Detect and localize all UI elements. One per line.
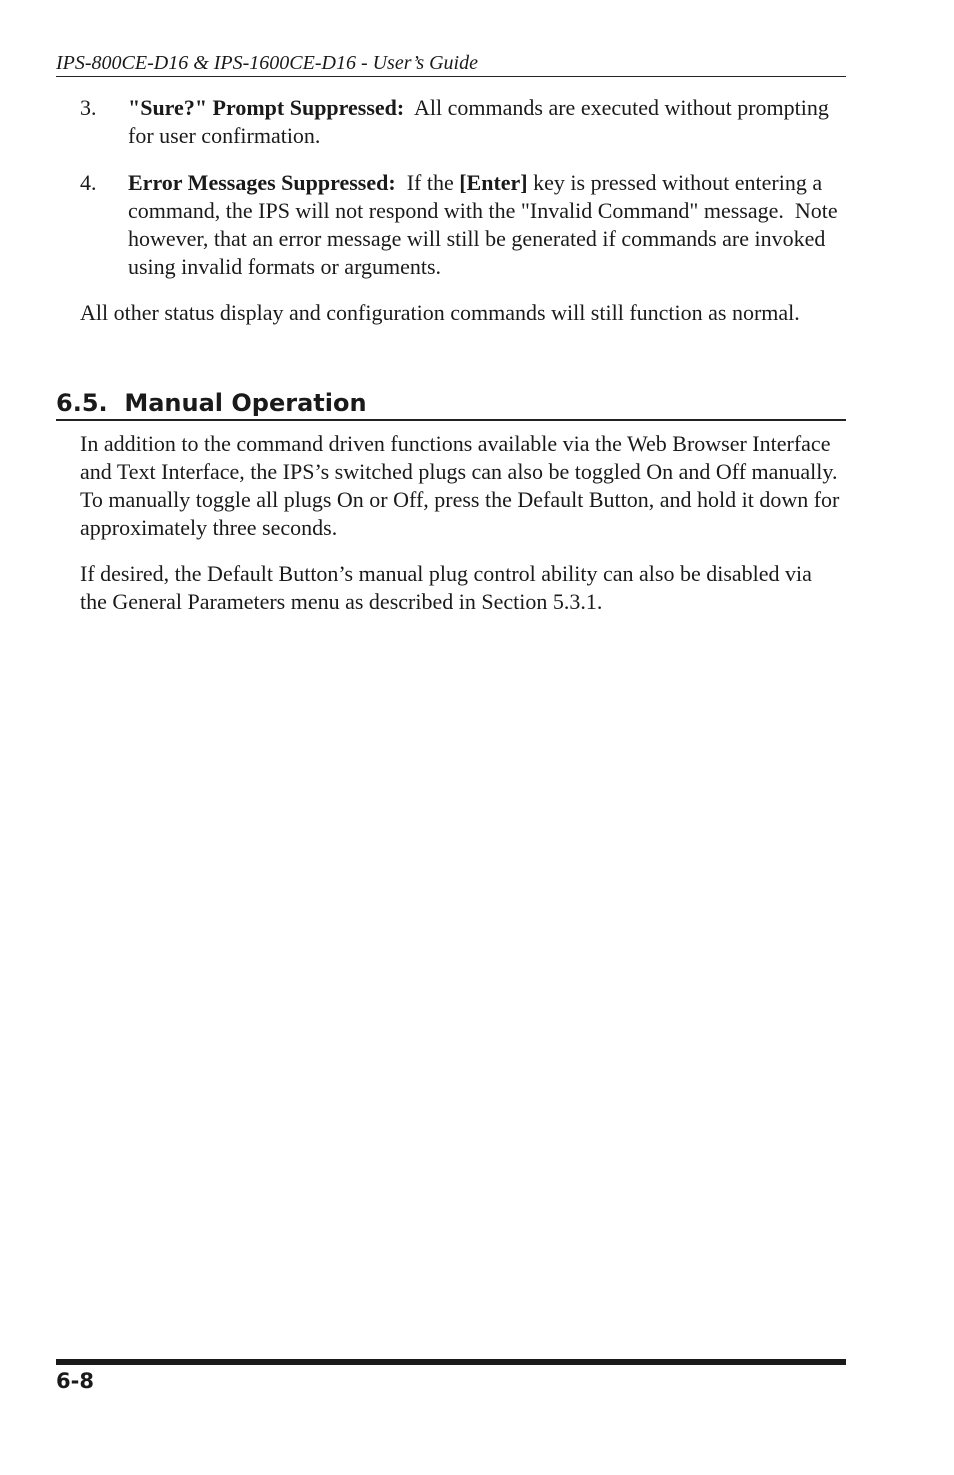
- running-header: [56, 51, 846, 77]
- page-number: 6-8: [56, 1369, 94, 1393]
- footer-rule: [56, 1359, 846, 1365]
- list-item-body: [128, 94, 840, 150]
- manual-operation-paragraph-1: In addition to the command driven functions available via the Web Browser Interface and Text Interface, the IPS’s switched plugs can also be toggled On and Off manually. To manually toggle all plugs On or Off, press the Default Button, and hold it down for approximately three seconds.: [80, 431, 849, 540]
- section-heading: [56, 388, 846, 421]
- list-item-text: All commands are executed without prompting for user confirmation.: [128, 95, 835, 148]
- running-title: IPS-800CE-D16 & IPS-1600CE-D16 - User’s Guide: [56, 52, 478, 74]
- list-item-text-before-key: If the: [395, 170, 460, 195]
- list-item-term: Error Messages Suppressed:: [128, 170, 396, 195]
- list-item-number: 4.: [80, 170, 97, 195]
- list-item-number: 3.: [80, 95, 97, 120]
- list-item-3: [80, 94, 840, 150]
- enter-key-label: [Enter]: [459, 170, 528, 195]
- status-commands-paragraph: All other status display and configuration commands will still function as normal.: [80, 300, 800, 325]
- list-item-term: "Sure?" Prompt Suppressed:: [128, 95, 405, 120]
- list-item-text-after-key: key is pressed without entering a command, the IPS will not respond with the "Invalid Command" message. Note however, that an error message will still be generated if commands are invoked using invalid formats or arguments.: [128, 170, 844, 279]
- list-item-4: [80, 169, 844, 281]
- manual-operation-paragraph-2: If desired, the Default Button’s manual plug control ability can also be disabled via the General Parameters menu as described in Section 5.3.1.: [80, 561, 812, 614]
- list-item-body: [128, 169, 844, 281]
- section-heading-text: 6.5. Manual Operation: [56, 389, 367, 417]
